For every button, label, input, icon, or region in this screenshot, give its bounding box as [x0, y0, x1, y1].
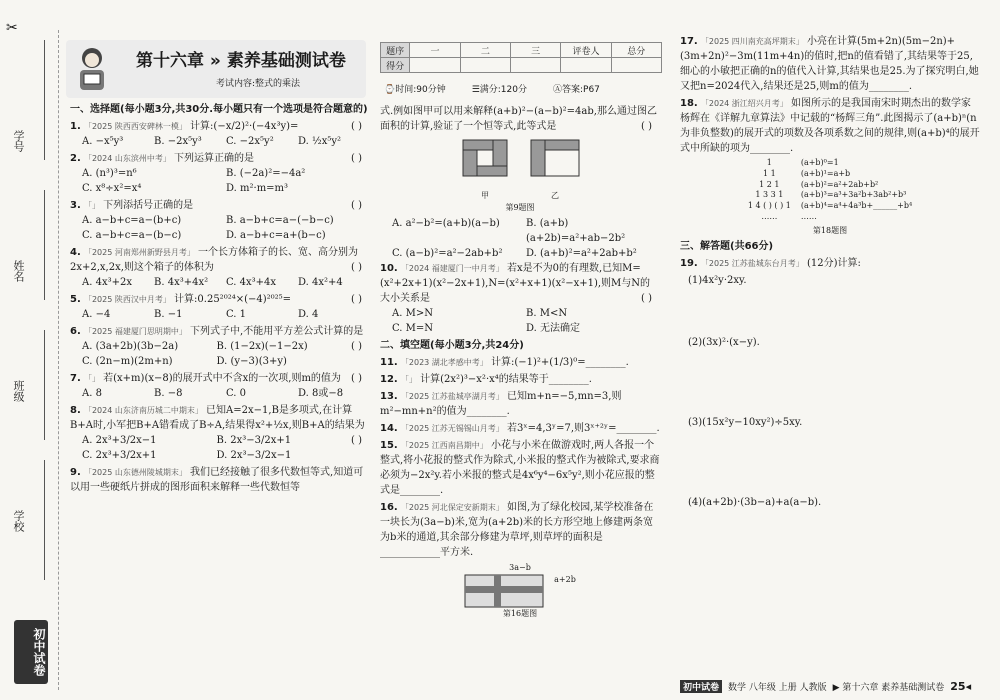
- answer-blank[interactable]: ( ): [351, 373, 362, 384]
- question-number: 9.: [70, 467, 81, 478]
- score-table: [380, 42, 662, 73]
- question-number: 7.: [70, 373, 81, 384]
- options: [380, 306, 660, 336]
- question-number: 17.: [680, 36, 698, 47]
- option[interactable]: D. 4: [298, 309, 319, 320]
- figure-label: 甲: [481, 191, 489, 200]
- option[interactable]: A. (n³)³=n⁶: [82, 168, 137, 179]
- score-table-cell: 得分: [381, 58, 410, 73]
- class-line[interactable]: [44, 330, 45, 440]
- option[interactable]: C. 1: [226, 309, 247, 320]
- question-source: 「2025 江苏盐城东台月考」: [700, 258, 804, 268]
- exam-subtitle: 考试内容:整式的乘法: [216, 79, 301, 89]
- question-text: 计算:(−x/2)²·(−4x³y)=: [190, 121, 299, 132]
- score-table-cell: 二: [460, 43, 510, 58]
- answer-page: Ⓐ答案:P67: [552, 85, 600, 95]
- binding-margin: [0, 0, 62, 700]
- question-text: 如图,为了绿化校园,某学校准备在一块长为(3a−b)米,宽为(a+2b)米的长方形空地上修建两条宽为b米的通道,其余部分修建为草坪,则草坪的面积是____________平方米.: [380, 502, 654, 558]
- score-entry-cell[interactable]: [510, 58, 560, 73]
- question-text: 如图所示的是我国南宋时期杰出的数学家杨辉在《详解九章算法》中记载的“杨辉三角”.此图揭示了(a+b)ⁿ(n为非负整数)的展开式的项数及各项系数之间的规律,则(a+b)⁴的展开式中所缺的项为________.: [680, 98, 980, 154]
- section-title: 二、填空题(每小题3分,共24分): [380, 340, 524, 351]
- question-text: 若3ˣ=4,3ʸ=7,则3ˣ⁺²ʸ=________.: [507, 423, 660, 434]
- column-2: [380, 104, 660, 622]
- answer-blank[interactable]: ( ): [351, 262, 362, 273]
- question-number: 3.: [70, 200, 81, 211]
- question-source: 「2025 福建厦门思明期中」: [83, 327, 187, 336]
- option[interactable]: A. a−b+c=a−(b+c): [82, 215, 182, 226]
- score-entry-cell[interactable]: [410, 58, 460, 73]
- question: [380, 372, 660, 387]
- question-source: 「」: [83, 201, 100, 210]
- question: [70, 151, 370, 196]
- section-title: 一、选择题(每小题3分,共30分.每小题只有一个选项是符合题意的): [70, 104, 368, 115]
- option[interactable]: D. ½x⁵y²: [298, 136, 342, 147]
- score-entry-cell[interactable]: [561, 58, 611, 73]
- question-number: 11.: [380, 357, 398, 368]
- mascot-icon: [72, 44, 112, 94]
- option[interactable]: B. M<N: [526, 308, 568, 319]
- options: [70, 386, 370, 401]
- question-number: 12.: [380, 374, 398, 385]
- question: [380, 500, 660, 560]
- question: [680, 34, 980, 94]
- triangle-coefficients: [748, 158, 791, 223]
- question-text: 已知A=2x−1,B是多项式,在计算B+A时,小军把B+A错看成了B÷A,结果得x²+½x,则B+A的结果为: [70, 405, 365, 431]
- student-id-line[interactable]: [44, 40, 45, 160]
- chapter-title: 第十六章 » 素养基础测试卷: [136, 51, 346, 71]
- question: [70, 198, 370, 243]
- school-label: 学校: [12, 510, 25, 532]
- expansion-row: (a+b)¹=a+b: [800, 168, 851, 178]
- option[interactable]: D. 无法确定: [526, 323, 581, 334]
- question-source: 「2025 陕西西安碑林一模」: [83, 122, 187, 131]
- question-source: 「」: [83, 374, 100, 383]
- student-id-label: 学号: [12, 130, 25, 152]
- question: [70, 465, 370, 495]
- name-label: 姓名: [12, 260, 25, 282]
- figure-9: [380, 136, 660, 214]
- option[interactable]: A. M>N: [392, 308, 433, 319]
- question-number: 10.: [380, 263, 398, 274]
- footer-chapter: ▶ 第十六章 素养基础测试卷: [832, 683, 945, 693]
- option[interactable]: A. −4: [82, 309, 111, 320]
- question-text: 计算(2x²)³−x²·x⁴的结果等于________.: [420, 374, 592, 385]
- lawn-diagram: [464, 574, 544, 608]
- options: [70, 275, 370, 290]
- column-1: [70, 100, 370, 497]
- answer-blank[interactable]: ( ): [351, 435, 362, 446]
- question-number: 5.: [70, 294, 81, 305]
- question: [380, 104, 660, 134]
- option[interactable]: B. (a+b)(a+2b)=a²+ab−2b²: [526, 218, 626, 244]
- option[interactable]: B. (1−2x)(−1−2x): [216, 341, 308, 352]
- question: [680, 256, 980, 271]
- title-banner: [66, 40, 366, 98]
- question-text: 下列运算正确的是: [174, 153, 255, 164]
- answer-blank[interactable]: ( ): [641, 121, 652, 132]
- question: [70, 371, 370, 401]
- section-title: 三、解答题(共66分): [680, 240, 774, 252]
- answer-blank[interactable]: ( ): [351, 121, 362, 132]
- options: [70, 134, 370, 149]
- option[interactable]: D. 2x³−3/2x−1: [216, 450, 292, 461]
- question-number: 13.: [380, 391, 398, 402]
- name-line[interactable]: [44, 190, 45, 300]
- option[interactable]: C. a−b+c=a−(b−c): [82, 230, 182, 241]
- triangle-row: 1 4 ( ) ( ) 1: [747, 201, 791, 211]
- option[interactable]: C. M=N: [392, 323, 434, 334]
- score-table-cell: 三: [510, 43, 560, 58]
- figure-label: 乙: [551, 191, 559, 200]
- expansion-row: (a+b)²=a²+2ab+b²: [800, 179, 879, 189]
- option[interactable]: A. −x⁵y³: [82, 136, 124, 147]
- options: [70, 213, 370, 243]
- answer-blank[interactable]: ( ): [641, 293, 652, 304]
- question-text: 小花与小米在做游戏时,两人各报一个整式,将小花报的整式作为除式,小米报的整式作为被除式,要求商必须为−2x²y.若小米报的整式是4x⁶y⁴−6x⁵y²,则小花应报的整式是________.: [380, 440, 660, 496]
- option[interactable]: B. −1: [154, 309, 183, 320]
- options: [380, 216, 660, 261]
- question-text: 计算:0.25²⁰²⁴×(−4)²⁰²⁵=: [174, 294, 292, 305]
- question-source: 「2025 河南郑州新野县月考」: [83, 248, 195, 257]
- footer-logo: 初中试卷: [680, 680, 722, 693]
- question-source: 「2025 四川南充高坪期末」: [700, 37, 804, 46]
- score-table-cell: 一: [410, 43, 460, 58]
- triangle-row: 1 3 3 1: [755, 190, 784, 200]
- question: [70, 292, 370, 322]
- sub-question[interactable]: (3)(15x²y−10xy²)÷5xy.: [688, 416, 803, 428]
- expansion-row: ……: [800, 211, 817, 221]
- page-number: 25◂: [950, 680, 972, 693]
- triangle-row: 1 2 1: [759, 179, 780, 189]
- score-table-cell: 总分: [611, 43, 661, 58]
- question-number: 16.: [380, 502, 398, 513]
- figure-dimension-right: a+2b: [554, 575, 576, 584]
- question-number: 15.: [380, 440, 398, 451]
- triangle-row: 1 1: [762, 168, 776, 178]
- question-source: 「」: [400, 375, 417, 384]
- options: [70, 433, 351, 463]
- exam-meta: [384, 82, 600, 95]
- option[interactable]: D. 8或−8: [298, 388, 344, 399]
- figure-caption: 第16题图: [502, 609, 538, 618]
- question-number: 18.: [680, 98, 698, 109]
- question-number: 2.: [70, 153, 81, 164]
- question-source: 「2024 山东滨州中考」: [83, 154, 171, 163]
- question: [70, 403, 370, 463]
- answer-blank[interactable]: ( ): [351, 341, 362, 352]
- question: [380, 421, 660, 436]
- option[interactable]: C. 4x³+4x: [226, 277, 277, 288]
- sub-question[interactable]: (2)(3x)²·(x−y).: [688, 336, 760, 348]
- score-table-cell: 题序: [381, 43, 410, 58]
- question-number: 1.: [70, 121, 81, 132]
- option[interactable]: A. 2x³+3/2x−1: [82, 435, 157, 446]
- question: [70, 324, 370, 369]
- option[interactable]: C. −2x⁵y²: [226, 136, 274, 147]
- figure-dimension-top: 3a−b: [509, 563, 531, 572]
- question-text: 我们已经接触了很多代数恒等式,知道可以用一些硬纸片拼成的图形面积来解释一些代数恒等: [70, 467, 364, 493]
- sub-question[interactable]: (4)(a+2b)·(3b−a)+a(a−b).: [688, 496, 822, 508]
- question-text: 若x是不为0的有理数,已知M=(x²+2x+1)(x²−2x+1),N=(x²+x+1)(x²−x+1),则M与N的大小关系是: [380, 263, 651, 304]
- question: [70, 119, 370, 149]
- question-source: 「2025 江苏盐城亭湖月考」: [400, 392, 504, 401]
- question-text: (12分)计算:: [807, 257, 861, 269]
- column-3: [680, 34, 980, 525]
- question-text: 式.例如图甲可以用来解释(a+b)²−(a−b)²=4ab,那么通过图乙面积的计算,验证了一个恒等式,此等式是: [380, 106, 657, 132]
- yang-hui-triangle: [680, 158, 980, 223]
- school-line[interactable]: [44, 460, 45, 580]
- figure-16: [380, 562, 660, 620]
- option[interactable]: C. (a−b)²=a²−2ab+b²: [392, 248, 503, 259]
- exam-time: ⌚时间:90分钟: [384, 85, 446, 95]
- option[interactable]: C. (2n−m)(2m+n): [82, 356, 173, 367]
- option[interactable]: C. 2x³+3/2x+1: [82, 450, 157, 461]
- question-text: 计算:(−1)²+(1/3)⁰=________.: [491, 357, 629, 368]
- cut-line: [58, 30, 59, 690]
- question-text: 已知m+n=−5,mn=3,则m²−mn+n²的值为________.: [380, 391, 622, 417]
- question: [680, 96, 980, 156]
- figure-caption: 第9题图: [505, 203, 535, 212]
- question-source: 「2024 浙江绍兴月考」: [700, 99, 788, 108]
- question-text: 小亮在计算(5m+2n)(5m−2n)+(3m+2n)²−3m(11m+4n)的值时,把n的值看错了,其结果等于25,细心的小敏把正确的n的值代入计算,其结果也是25.为了探究明白,她又把n=2024代入,结果还是25,则m的值为________.: [680, 36, 979, 92]
- score-entry-cell[interactable]: [460, 58, 510, 73]
- answer-blank[interactable]: ( ): [351, 153, 362, 164]
- figure-caption: 第18题图: [812, 225, 848, 235]
- question-number: 8.: [70, 405, 81, 416]
- question-source: 「2025 陕西汉中月考」: [83, 295, 171, 304]
- class-label: 班级: [12, 380, 25, 402]
- expansion-row: (a+b)⁴=a⁴+4a³b+______+b⁴: [800, 201, 913, 211]
- triangle-row: 1: [766, 158, 772, 167]
- option[interactable]: B. a−b+c=a−(−b−c): [226, 215, 334, 226]
- question-text: 一个长方体箱子的长、宽、高分别为2x+2,x,2x,则这个箱子的体积为: [70, 247, 359, 273]
- question-source: 「2025 河北保定安新期末」: [400, 503, 504, 512]
- question: [380, 261, 660, 336]
- option[interactable]: B. −2x⁵y³: [154, 136, 202, 147]
- options: [70, 307, 370, 322]
- question-source: 「2025 江西南昌期中」: [400, 441, 488, 450]
- brand-badge: 初中试卷: [14, 620, 48, 684]
- option[interactable]: A. (3a+2b)(3b−2a): [82, 341, 179, 352]
- sub-questions: [680, 273, 980, 525]
- question: [380, 355, 660, 370]
- option[interactable]: B. 2x³−3/2x+1: [216, 435, 292, 446]
- option[interactable]: D. (a+b)²=a²+2ab+b²: [526, 248, 637, 259]
- question-source: 「2024 山东济南历城二中期末」: [83, 406, 203, 415]
- figure-yi: [525, 136, 585, 186]
- question-text: 下列添括号正确的是: [103, 200, 194, 211]
- option[interactable]: B. 4x³+4x²: [154, 277, 209, 288]
- triangle-row: ……: [761, 211, 778, 221]
- question-source: 「2023 湖北孝感中考」: [400, 358, 488, 367]
- question-text: 若(x+m)(x−8)的展开式中不含x的一次项,则m的值为: [103, 373, 341, 384]
- option[interactable]: A. a²−b²=(a+b)(a−b): [392, 218, 500, 229]
- option[interactable]: B. −8: [154, 388, 183, 399]
- expansion-row: (a+b)⁰=1: [800, 158, 839, 167]
- question-source: 「2025 山东德州陵城期末」: [83, 468, 187, 477]
- figure-jia: [455, 136, 515, 186]
- exam-header: [66, 40, 662, 98]
- triangle-expansions: [801, 158, 912, 223]
- footer-book: 数学 八年级 上册 人教版: [728, 683, 827, 693]
- question: [380, 389, 660, 419]
- answer-blank[interactable]: ( ): [351, 200, 362, 211]
- sub-question[interactable]: (1)4x²y·2xy.: [688, 274, 747, 286]
- question-source: 「2025 江苏无锡锡山月考」: [400, 424, 504, 433]
- question-text: 下列式子中,不能用平方差公式计算的是: [190, 326, 364, 337]
- question: [70, 245, 370, 290]
- expansion-row: (a+b)³=a³+3a²b+3ab²+b³: [800, 190, 907, 200]
- question-number: 14.: [380, 423, 398, 434]
- question: [380, 438, 660, 498]
- question-number: 19.: [680, 257, 698, 269]
- score-entry-cell[interactable]: [611, 58, 661, 73]
- score-table-cell: 评卷人: [561, 43, 611, 58]
- scissors-icon: ✂: [6, 20, 18, 36]
- option[interactable]: C. 0: [226, 388, 247, 399]
- options: [70, 166, 370, 196]
- option[interactable]: D. (y−3)(3+y): [216, 356, 287, 367]
- option[interactable]: B. (−2a)²=−4a²: [226, 168, 306, 179]
- question-number: 6.: [70, 326, 81, 337]
- question-number: 4.: [70, 247, 81, 258]
- exam-full-score: ☰满分:120分: [471, 85, 527, 95]
- option[interactable]: D. m²·m=m³: [226, 183, 289, 194]
- page-footer: [680, 680, 980, 693]
- option[interactable]: D. a−b+c=a+(b−c): [226, 230, 326, 241]
- answer-blank[interactable]: ( ): [351, 294, 362, 305]
- option[interactable]: A. 8: [82, 388, 102, 399]
- option[interactable]: C. x⁸÷x²=x⁴: [82, 183, 142, 194]
- options: [70, 339, 351, 369]
- option[interactable]: D. 4x²+4: [298, 277, 343, 288]
- question-source: 「2024 福建厦门一中月考」: [400, 264, 504, 273]
- option[interactable]: A. 4x³+2x: [82, 277, 132, 288]
